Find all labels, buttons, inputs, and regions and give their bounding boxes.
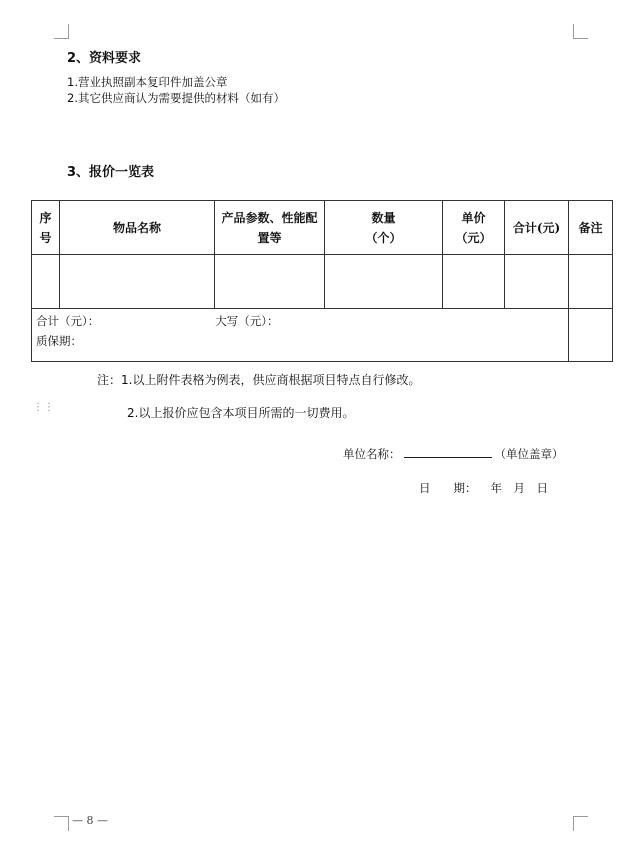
header-seq xyxy=(32,201,60,255)
table-footer-row xyxy=(32,309,613,362)
header-total: 合计(元) xyxy=(505,201,569,255)
footer-total-line xyxy=(32,311,568,331)
date-label: 日 期： xyxy=(419,481,477,495)
crop-mark-bottom-right xyxy=(573,816,588,831)
unit-name-label: 单位名称： xyxy=(343,447,401,461)
requirement-item-1: 1.营业执照副本复印件加盖公章 xyxy=(67,75,228,89)
warranty-label: 质保期： xyxy=(36,334,82,348)
header-seq-line2: 号 xyxy=(39,230,52,245)
table-header-row xyxy=(32,201,613,255)
total-label: 合计（元）： xyxy=(36,314,100,328)
section-2-heading: 2、资料要求 xyxy=(67,51,142,66)
header-quantity xyxy=(325,201,443,255)
note-2: 2.以上报价应包含本项目所需的一切费用。 xyxy=(127,406,355,420)
page-number: — 8 — xyxy=(72,814,108,827)
header-unit-price xyxy=(443,201,505,255)
seal-label: （单位盖章） xyxy=(494,447,564,461)
header-remark: 备注 xyxy=(569,201,613,255)
footer-remark-cell[interactable] xyxy=(569,309,613,362)
requirement-item-2: 2.其它供应商认为需要提供的材料（如有） xyxy=(67,91,285,105)
section-3-heading: 3、报价一览表 xyxy=(67,165,155,180)
cell-remark[interactable] xyxy=(569,255,613,309)
header-seq-line1: 序 xyxy=(39,210,52,225)
capital-amount-label: 大写（元）： xyxy=(215,314,279,328)
footer-summary-cell[interactable] xyxy=(32,309,569,362)
cell-total[interactable] xyxy=(505,255,569,309)
unit-name-blank[interactable] xyxy=(404,446,492,458)
header-spec-line2: 置等 xyxy=(257,230,282,245)
header-unit-price-line2: （元） xyxy=(455,230,492,245)
header-quantity-line2: （个） xyxy=(365,230,402,245)
cell-unit-price[interactable] xyxy=(443,255,505,309)
cell-seq[interactable] xyxy=(32,255,60,309)
note-1: 注：1.以上附件表格为例表，供应商根据项目特点自行修改。 xyxy=(97,373,421,387)
header-spec-line1: 产品参数、性能配 xyxy=(221,210,318,225)
date-line xyxy=(419,480,548,496)
crop-mark-top-right xyxy=(573,24,588,39)
drag-handle-icon[interactable]: ⋮⋮ xyxy=(33,402,55,413)
header-unit-price-line1: 单价 xyxy=(461,210,486,225)
header-spec xyxy=(215,201,325,255)
crop-mark-bottom-left xyxy=(54,816,69,831)
date-fields: 年 月 日 xyxy=(490,481,548,495)
header-quantity-line1: 数量 xyxy=(371,210,396,225)
cell-item-name[interactable] xyxy=(60,255,215,309)
quote-table xyxy=(31,200,613,362)
header-item-name: 物品名称 xyxy=(60,201,215,255)
cell-spec[interactable] xyxy=(215,255,325,309)
crop-mark-top-left xyxy=(54,24,69,39)
table-row xyxy=(32,255,613,309)
unit-name-line xyxy=(343,446,564,462)
cell-quantity[interactable] xyxy=(325,255,443,309)
